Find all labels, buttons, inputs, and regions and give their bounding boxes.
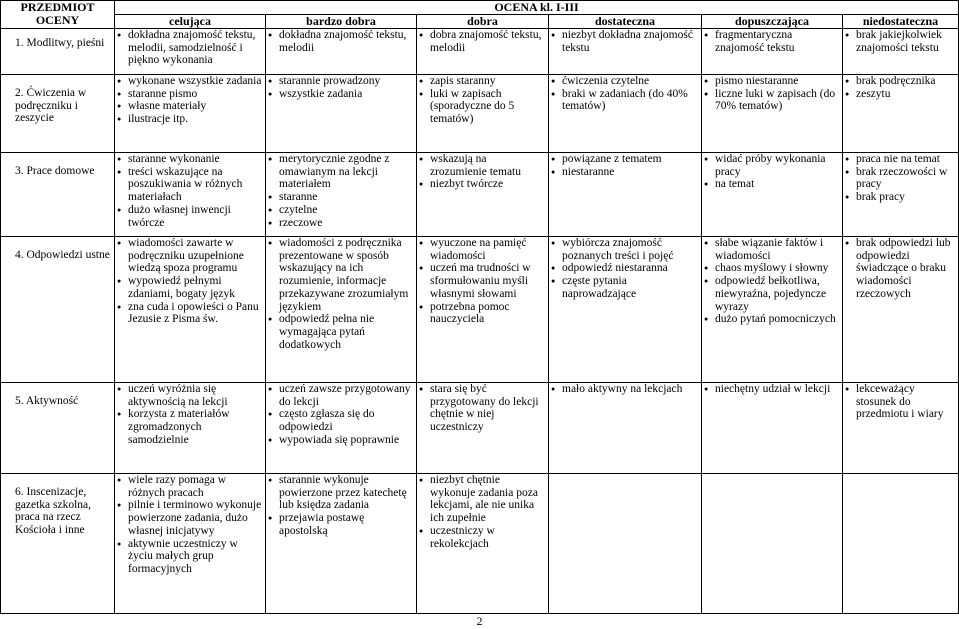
criteria-item: ● uczeń zawsze przygotowany do lekcji <box>268 383 414 408</box>
criteria-item: ● brak jakiejkolwiek znajomości tekstu <box>845 29 956 54</box>
table-row <box>1 29 959 75</box>
criteria-list <box>845 29 956 54</box>
criteria-item: ● chaos myślowy i słowny <box>704 262 840 275</box>
criteria-cell <box>115 153 266 237</box>
criteria-item: ● dobra znajomość tekstu, melodii <box>419 29 546 54</box>
criteria-item: ● uczeń ma trudności w sformułowaniu myśli własnymi słowami <box>419 262 546 300</box>
subject-cell <box>1 75 115 153</box>
subject-label: 1. Modlitwy, pieśni <box>15 37 105 49</box>
criteria-list <box>117 29 263 67</box>
criteria-item: ● wiadomości z podręcznika prezentowane w sposób wskazujący na ich rozumienie, informacje przekazywane zrozumiałym językiem <box>268 237 414 313</box>
criteria-item: ● staranne pismo <box>117 88 263 101</box>
grade-header: niedostateczna <box>843 15 959 29</box>
criteria-item: ● dużo własnej inwencji twórcze <box>117 204 263 229</box>
criteria-item: ● dużo pytań pomocniczych <box>704 313 840 326</box>
criteria-cell <box>549 237 702 383</box>
criteria-list <box>117 237 263 326</box>
criteria-item: ● niezbyt chętnie wykonuje zadania poza lekcjami, ale nie unika ich zupełnie <box>419 474 546 525</box>
criteria-cell <box>702 383 843 474</box>
criteria-item: ● staranne <box>268 191 414 204</box>
subject-label: 5. Aktywność <box>15 395 79 407</box>
criteria-cell <box>702 75 843 153</box>
subject-cell <box>1 237 115 383</box>
criteria-item: ● wypowiedź pełnymi zdaniami, bogaty język <box>117 275 263 300</box>
criteria-item: ● zapis staranny <box>419 75 546 88</box>
criteria-cell <box>549 29 702 75</box>
subject-label: 3. Prace domowe <box>15 165 95 177</box>
criteria-cell <box>115 383 266 474</box>
criteria-item: ● braki w zadaniach (do 40% tematów) <box>551 88 699 113</box>
criteria-list <box>419 75 546 126</box>
criteria-list <box>268 75 414 100</box>
criteria-item: ● liczne luki w zapisach (do 70% tematów) <box>704 88 840 113</box>
criteria-list <box>845 383 956 421</box>
criteria-list <box>845 75 956 100</box>
criteria-list <box>551 153 699 178</box>
subject-label: 2. Ćwiczenia w podręczniku i zeszycie <box>15 87 87 125</box>
criteria-list <box>117 75 263 126</box>
criteria-item: ● starannie wykonuje powierzone przez katechetę lub księdza zadania <box>268 474 414 512</box>
criteria-item: ● wykonane wszystkie zadania <box>117 75 263 88</box>
grade-header: dostateczna <box>549 15 702 29</box>
criteria-list <box>268 383 414 447</box>
criteria-list <box>704 383 840 396</box>
criteria-item: ● brak rzeczowości w pracy <box>845 166 956 191</box>
criteria-item: ● zeszytu <box>845 88 956 101</box>
criteria-cell <box>115 237 266 383</box>
criteria-cell <box>549 75 702 153</box>
criteria-cell <box>549 383 702 474</box>
criteria-cell <box>417 383 549 474</box>
criteria-item: ● ćwiczenia czytelne <box>551 75 699 88</box>
criteria-cell <box>115 75 266 153</box>
criteria-list <box>704 237 840 326</box>
criteria-item: ● wiadomości zawarte w podręczniku uzupełnione wiedzą spoza programu <box>117 237 263 275</box>
criteria-cell <box>702 474 843 614</box>
criteria-item: ● starannie prowadzony <box>268 75 414 88</box>
criteria-item: ● zna cuda i opowieści o Panu Jezusie z Pisma św. <box>117 301 263 326</box>
criteria-item: ● niestaranne <box>551 166 699 179</box>
criteria-cell <box>843 474 959 614</box>
criteria-cell <box>115 29 266 75</box>
criteria-item: ● korzysta z materiałów zgromadzonych samodzielnie <box>117 408 263 446</box>
criteria-item: ● na temat <box>704 178 840 191</box>
criteria-item: ● pilnie i terminowo wykonuje powierzone zadania, dużo własnej inicjatywy <box>117 499 263 537</box>
subject-label: 4. Odpowiedzi ustne <box>15 249 110 261</box>
criteria-item: ● niezbyt twórcze <box>419 178 546 191</box>
criteria-item: ● wybiórcza znajomość poznanych treści i pojęć <box>551 237 699 262</box>
criteria-list <box>704 29 840 54</box>
grade-header: dopuszczająca <box>702 15 843 29</box>
criteria-list <box>419 153 546 191</box>
criteria-list <box>551 75 699 113</box>
criteria-item: ● brak pracy <box>845 191 956 204</box>
grade-header-row <box>1 15 959 29</box>
criteria-item: ● lekceważący stosunek do przedmiotu i wiary <box>845 383 956 421</box>
criteria-cell <box>702 153 843 237</box>
criteria-list <box>704 75 840 113</box>
criteria-list <box>268 153 414 229</box>
criteria-item: ● częste pytania naprowadzające <box>551 275 699 300</box>
criteria-item: ● luki w zapisach (sporadyczne do 5 tematów) <box>419 88 546 126</box>
criteria-list <box>419 237 546 326</box>
przedmiot-label: PRZEDMIOT <box>20 0 95 14</box>
criteria-item: ● czytelne <box>268 204 414 217</box>
table-row <box>1 383 959 474</box>
criteria-item: ● pismo niestaranne <box>704 75 840 88</box>
criteria-item: ● wiele razy pomaga w różnych pracach <box>117 474 263 499</box>
criteria-item: ● niezbyt dokładna znajomość tekstu <box>551 29 699 54</box>
criteria-item: ● widać próby wykonania pracy <box>704 153 840 178</box>
criteria-item: ● wszystkie zadania <box>268 88 414 101</box>
criteria-item: ● odpowiedź bełkotliwa, niewyraźna, pojedyncze wyrazy <box>704 275 840 313</box>
criteria-cell <box>266 29 417 75</box>
criteria-item: ● fragmentaryczna znajomość tekstu <box>704 29 840 54</box>
criteria-list <box>419 474 546 550</box>
criteria-cell <box>549 153 702 237</box>
criteria-item: ● uczeń wyróżnia się aktywnością na lekcji <box>117 383 263 408</box>
criteria-item: ● aktywnie uczestniczy w życiu małych grup formacyjnych <box>117 538 263 576</box>
criteria-cell <box>843 153 959 237</box>
criteria-cell <box>115 474 266 614</box>
criteria-item: ● treści wskazujące na poszukiwania w różnych materiałach <box>117 166 263 204</box>
criteria-cell <box>417 153 549 237</box>
criteria-list <box>704 153 840 191</box>
criteria-item: ● stara się być przygotowany do lekcji chętnie w niej uczestniczy <box>419 383 546 434</box>
subject-cell <box>1 383 115 474</box>
criteria-list <box>117 474 263 576</box>
criteria-list <box>117 153 263 229</box>
criteria-cell <box>417 237 549 383</box>
page-number: 2 <box>476 614 483 628</box>
grade-header: dobra <box>417 15 549 29</box>
criteria-item: ● powiązane z tematem <box>551 153 699 166</box>
przedmiot-header <box>1 1 115 29</box>
criteria-item: ● brak odpowiedzi lub odpowiedzi świadczące o braku wiadomości rzeczowych <box>845 237 956 301</box>
criteria-item: ● potrzebna pomoc nauczyciela <box>419 301 546 326</box>
criteria-cell <box>266 75 417 153</box>
criteria-cell <box>843 75 959 153</box>
criteria-item: ● brak podręcznika <box>845 75 956 88</box>
criteria-list <box>419 383 546 434</box>
table-body <box>1 29 959 614</box>
table-row <box>1 474 959 614</box>
criteria-item: ● dokładna znajomość tekstu, melodii <box>268 29 414 54</box>
criteria-item: ● wyuczone na pamięć wiadomości <box>419 237 546 262</box>
criteria-list <box>419 29 546 54</box>
grade-header: celująca <box>115 15 266 29</box>
criteria-list <box>551 237 699 301</box>
criteria-list <box>268 474 414 538</box>
criteria-item: ● niechętny udział w lekcji <box>704 383 840 396</box>
criteria-item: ● ilustracje itp. <box>117 113 263 126</box>
subject-cell <box>1 29 115 75</box>
subject-cell <box>1 153 115 237</box>
criteria-item: ● często zgłasza się do odpowiedzi <box>268 408 414 433</box>
criteria-cell <box>702 237 843 383</box>
criteria-cell <box>843 383 959 474</box>
table-title: OCENA kl. I-III <box>115 1 959 15</box>
grade-header: bardzo dobra <box>266 15 417 29</box>
criteria-cell <box>843 29 959 75</box>
criteria-cell <box>266 237 417 383</box>
criteria-item: ● odpowiedź niestaranna <box>551 262 699 275</box>
criteria-cell <box>266 153 417 237</box>
criteria-list <box>551 29 699 54</box>
criteria-item: ● wskazują na zrozumienie tematu <box>419 153 546 178</box>
criteria-cell <box>417 75 549 153</box>
criteria-list <box>268 29 414 54</box>
criteria-item: ● rzeczowe <box>268 217 414 230</box>
criteria-item: ● wypowiada się poprawnie <box>268 434 414 447</box>
criteria-list <box>268 237 414 351</box>
subject-cell <box>1 474 115 614</box>
criteria-item: ● własne materiały <box>117 100 263 113</box>
table-row <box>1 237 959 383</box>
criteria-cell <box>417 29 549 75</box>
criteria-cell <box>266 383 417 474</box>
criteria-list <box>551 383 699 396</box>
criteria-cell <box>843 237 959 383</box>
criteria-cell <box>266 474 417 614</box>
criteria-item: ● merytorycznie zgodne z omawianym na lekcji materiałem <box>268 153 414 191</box>
table-row <box>1 75 959 153</box>
header-row-1 <box>1 1 959 15</box>
criteria-item: ● uczestniczy w rekolekcjach <box>419 525 546 550</box>
criteria-item: ● praca nie na temat <box>845 153 956 166</box>
table-row <box>1 153 959 237</box>
criteria-cell <box>417 474 549 614</box>
criteria-cell <box>702 29 843 75</box>
criteria-item: ● mało aktywny na lekcjach <box>551 383 699 396</box>
criteria-item: ● słabe wiązanie faktów i wiadomości <box>704 237 840 262</box>
criteria-item: ● staranne wykonanie <box>117 153 263 166</box>
subject-label: 6. Inscenizacje, gazetka szkolna, praca na rzecz Kościoła i inne <box>15 486 91 537</box>
oceny-label: OCENY <box>35 13 80 27</box>
criteria-item: ● odpowiedź pełna nie wymagająca pytań dodatkowych <box>268 313 414 351</box>
criteria-list <box>117 383 263 447</box>
criteria-cell <box>549 474 702 614</box>
criteria-item: ● dokładna znajomość tekstu, melodii, samodzielność i piękno wykonania <box>117 29 263 67</box>
criteria-list <box>845 153 956 204</box>
criteria-list <box>845 237 956 301</box>
criteria-item: ● przejawia postawę apostolską <box>268 512 414 537</box>
